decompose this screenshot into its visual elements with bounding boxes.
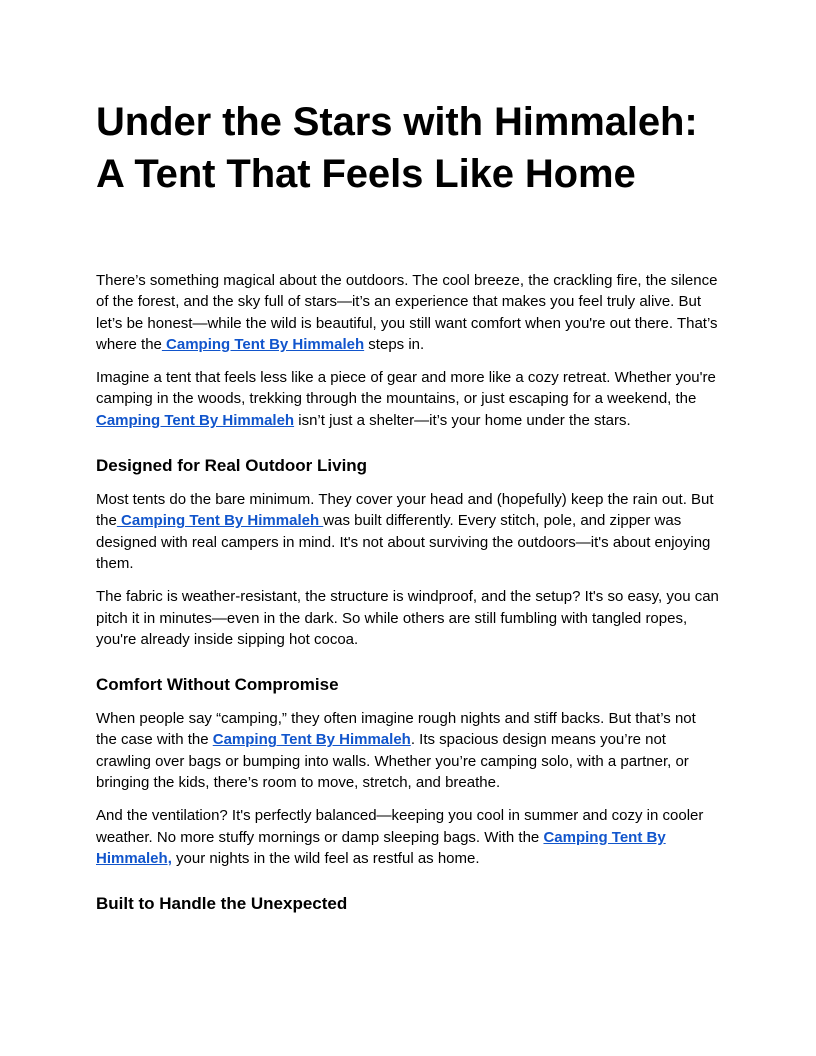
paragraph-text: When people say “camping,” they often imagine rough nights and stiff backs. But that’s not the case with the xyxy=(96,710,696,749)
section-heading-designed: Designed for Real Outdoor Living xyxy=(96,456,368,476)
paragraph-text: your nights in the wild feel as restful as home. xyxy=(171,849,480,867)
camping-tent-link[interactable]: Camping Tent By Himmaleh xyxy=(116,512,324,530)
paragraph-intro xyxy=(96,270,720,355)
paragraph-text: steps in. xyxy=(364,335,425,353)
paragraph-most-tents xyxy=(96,489,720,574)
page-title xyxy=(96,96,720,200)
paragraph-imagine xyxy=(96,367,720,431)
paragraph-text: was built differently. Every stitch, pole, and zipper was designed with real campers in mind. It's not about surviving the outdoors—it's about enjoying them. xyxy=(96,512,711,572)
paragraph-text: And the ventilation? It's perfectly balanced—keeping you cool in summer and cozy in cooler weather. No more stuffy mornings or damp sleeping bags. With the xyxy=(96,807,704,846)
paragraph-text: There’s something magical about the outdoors. The cool breeze, the crackling fire, the silence of the forest, and the sky full of stars—it’s an experience that makes you feel truly alive. But let’s be honest—while the wild is beautiful, you still want comfort when you're out there. That’s where the xyxy=(96,272,718,353)
paragraph-text: Imagine a tent that feels less like a piece of gear and more like a cozy retreat. Whether you're camping in the woods, trekking through the mountains, or just escaping for a weekend, the xyxy=(96,369,716,408)
paragraph-when-people xyxy=(96,708,720,793)
paragraph-ventilation xyxy=(96,805,720,869)
camping-tent-link[interactable]: Camping Tent By Himmaleh xyxy=(96,411,295,429)
article-body xyxy=(96,270,720,927)
section-heading-built: Built to Handle the Unexpected xyxy=(96,894,348,914)
paragraph-text: isn’t just a shelter—it’s your home under the stars. xyxy=(294,411,631,429)
title-line-1: Under the Stars with Himmaleh: xyxy=(96,100,698,144)
paragraph-text: . Its spacious design means you’re not crawling over bags or bumping into walls. Whether you’re camping solo, with a partner, or bringing the kids, there’s room to move, stretch, and breathe. xyxy=(96,731,689,792)
title-block xyxy=(96,96,720,200)
title-line-2: A Tent That Feels Like Home xyxy=(96,152,636,196)
camping-tent-link[interactable]: Camping Tent By Himmaleh xyxy=(161,335,365,353)
paragraph-text: Most tents do the bare minimum. They cover your head and (hopefully) keep the rain out. But the xyxy=(96,491,714,530)
paragraph-fabric: The fabric is weather-resistant, the structure is windproof, and the setup? It's so easy, you can pitch it in minutes—even in the dark. So while others are still fumbling with tangled ropes, you're already inside sipping hot cocoa. xyxy=(96,588,719,648)
camping-tent-link[interactable]: Camping Tent By Himmaleh, xyxy=(96,828,666,867)
camping-tent-link[interactable]: Camping Tent By Himmaleh xyxy=(212,731,411,749)
section-heading-comfort: Comfort Without Compromise xyxy=(96,675,339,695)
